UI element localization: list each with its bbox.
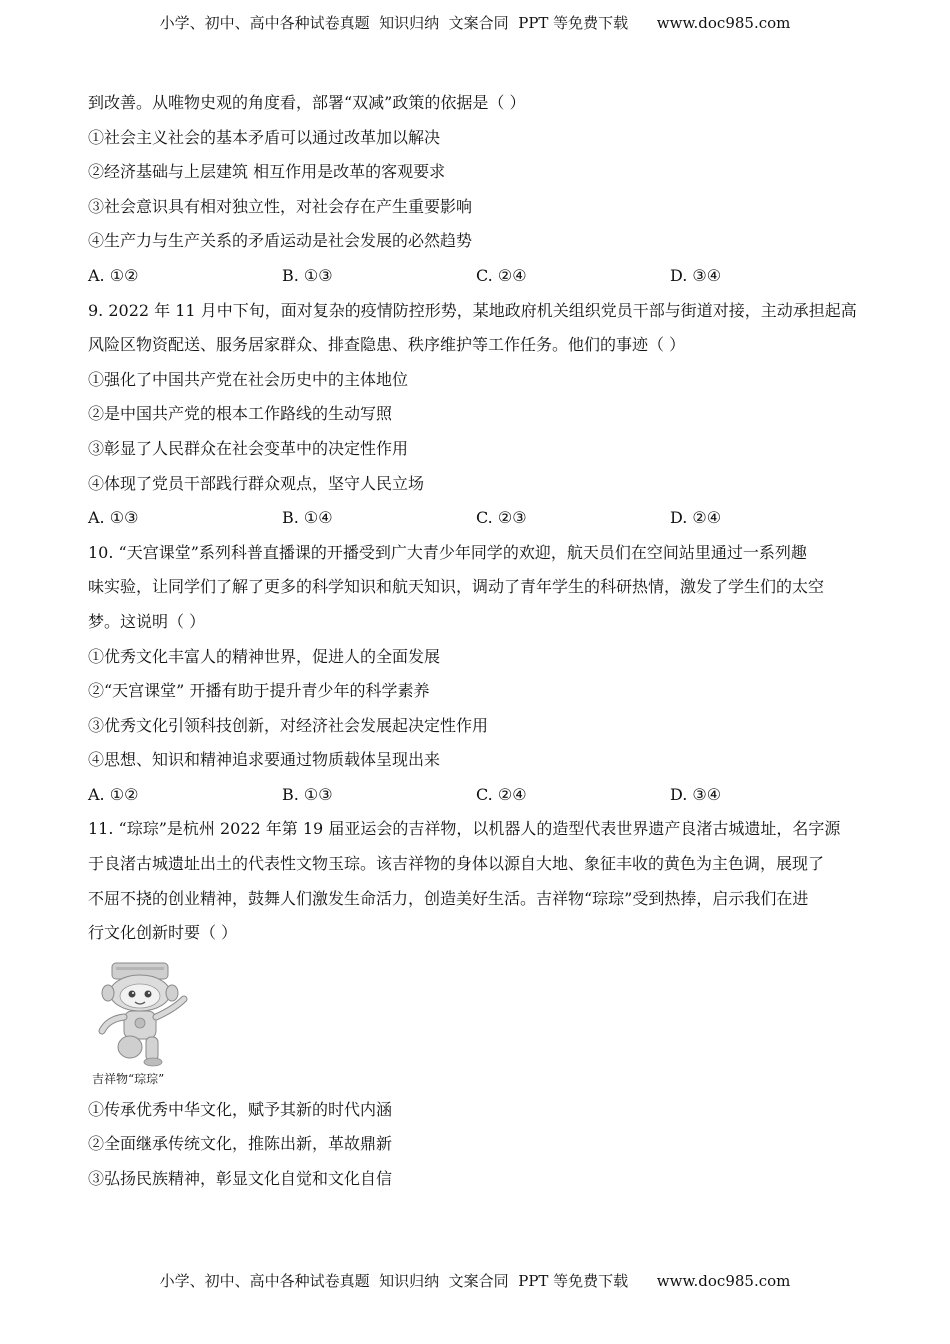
option-b: B. ①③: [282, 784, 333, 804]
question-10-stem: 味实验，让同学们了解了更多的科学知识和航天知识，调动了青年学生的科研热情，激发了学生们的太空: [88, 577, 825, 597]
question-8-stem: 到改善。从唯物史观的角度看，部署“双减”政策的依据是（ ）: [88, 93, 526, 112]
options-row: [88, 259, 878, 294]
page-header: 小学、初中、高中各种试卷真题 知识归纳 文案合同 PPT 等免费下载 www.doc985.com: [159, 14, 791, 32]
statement: ④体现了党员干部践行群众观点，坚守人民立场: [88, 473, 425, 493]
mascot-figure: [88, 959, 218, 1089]
question-9-stem: 9. 2022 年 11 月中下旬，面对复杂的疫情防控形势，某地政府机关组织党员干部与街道对接，主动承担起高: [88, 300, 857, 320]
options-row: [88, 778, 878, 813]
statement: ④生产力与生产关系的矛盾运动是社会发展的必然趋势: [88, 231, 473, 251]
statement: ①传承优秀中华文化，赋予其新的时代内涵: [88, 1099, 393, 1119]
option-d: D. ③④: [670, 784, 722, 804]
statement: ①社会主义社会的基本矛盾可以通过改革加以解决: [88, 127, 441, 147]
statement: ②全面继承传统文化，推陈出新，革故鼎新: [88, 1134, 393, 1154]
option-d: D. ③④: [670, 265, 722, 285]
statement: ①强化了中国共产党在社会历史中的主体地位: [88, 369, 409, 389]
question-11: [88, 812, 878, 1196]
question-9-stem: 风险区物资配送、服务居家群众、排查隐患、秩序维护等工作任务。他们的事迹（ ）: [88, 335, 686, 355]
question-8: [88, 86, 878, 294]
option-c: C. ②④: [476, 784, 527, 804]
statement: ④思想、知识和精神追求要通过物质载体呈现出来: [88, 750, 441, 770]
option-b: B. ①④: [282, 508, 333, 528]
option-a: A. ①②: [88, 784, 139, 804]
statement: ③彰显了人民群众在社会变革中的决定性作用: [88, 438, 409, 458]
option-c: C. ②④: [476, 265, 527, 285]
statement: ②“天宫课堂” 开播有助于提升青少年的科学素养: [88, 681, 430, 701]
option-a: A. ①②: [88, 265, 139, 285]
option-b: B. ①③: [282, 265, 333, 285]
statement: ③弘扬民族精神，彰显文化自觉和文化自信: [88, 1169, 393, 1189]
question-11-stem: 11. “琮琮”是杭州 2022 年第 19 届亚运会的吉祥物，以机器人的造型代表世界遗产良渚古城遗址，名字源: [88, 819, 841, 839]
page-footer: 小学、初中、高中各种试卷真题 知识归纳 文案合同 PPT 等免费下载 www.doc985.com: [159, 1272, 791, 1290]
statement: ③社会意识具有相对独立性，对社会存在产生重要影响: [88, 196, 473, 216]
question-11-stem: 行文化创新时要（ ）: [88, 923, 238, 943]
option-a: A. ①③: [88, 508, 139, 528]
options-row: [88, 501, 878, 536]
mascot-illustration: [90, 959, 200, 1067]
question-11-stem: 不屈不挠的创业精神，鼓舞人们激发生命活力，创造美好生活。吉祥物“琮琮”受到热捧，启示我们在进: [88, 888, 809, 908]
exam-content: [88, 86, 878, 1197]
figure-caption: 吉祥物“琮琮”: [92, 1071, 165, 1086]
statement: ②是中国共产党的根本工作路线的生动写照: [88, 404, 393, 424]
option-d: D. ②④: [670, 508, 722, 528]
question-9: [88, 294, 878, 536]
option-c: C. ②③: [476, 508, 527, 528]
question-10: [88, 536, 878, 813]
statement: ②经济基础与上层建筑 相互作用是改革的客观要求: [88, 162, 446, 182]
question-10-stem: 梦。这说明（ ）: [88, 611, 206, 631]
statement: ③优秀文化引领科技创新，对经济社会发展起决定性作用: [88, 715, 489, 735]
question-10-stem: 10. “天宫课堂”系列科普直播课的开播受到广大青少年同学的欢迎，航天员们在空间站里通过一系列趣: [88, 542, 807, 562]
question-11-stem: 于良渚古城遗址出土的代表性文物玉琮。该吉祥物的身体以源自大地、象征丰收的黄色为主色调，展现了: [88, 854, 825, 874]
statement: ①优秀文化丰富人的精神世界，促进人的全面发展: [88, 646, 441, 666]
